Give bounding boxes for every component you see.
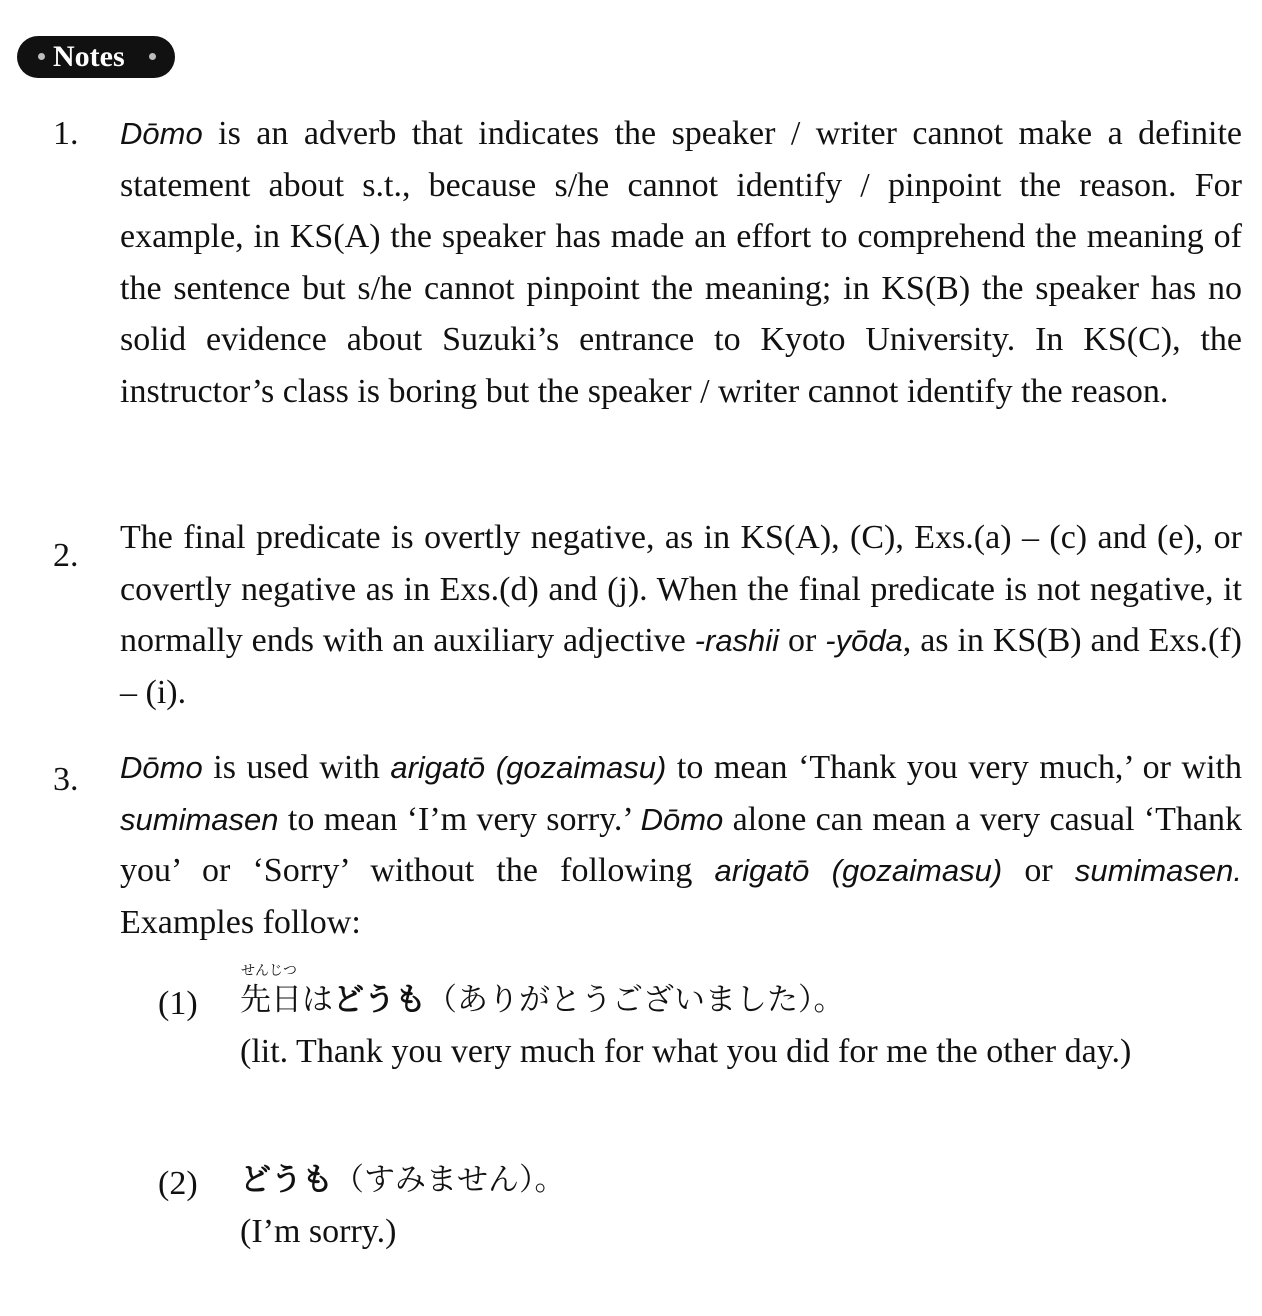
text-run: The final predicate is overtly negative, as in KS(A), (C), Exs.(a) – (c) and (e), or covertly negative as in Exs.(d) and (j). When the final predicate is not negative, it normally ends with an auxiliary adjective bbox=[120, 519, 1242, 659]
romanized-term: Dōmo bbox=[120, 116, 203, 151]
badge-dot-left bbox=[38, 53, 45, 60]
romanized-term: arigatō (gozaimasu) bbox=[714, 853, 1003, 888]
notes-badge bbox=[17, 36, 175, 78]
text-run: is an adverb that indicates the speaker / writer cannot make a definite statement about s.t., because s/he cannot identify / pinpoint the reason. For example, in KS(A) the speaker has made an effort to comprehend the meaning of the sentence but s/he cannot pinpoint the meaning; in KS(B) the speaker has no solid evidence about Suzuki’s entrance to Kyoto University. In KS(C), the instructor’s class is boring but the speaker / writer cannot identify the reason. bbox=[120, 115, 1242, 410]
notes-badge-label: Notes bbox=[53, 40, 125, 73]
badge-dot-right bbox=[149, 53, 156, 60]
text-run: Examples follow: bbox=[120, 903, 361, 941]
note-3-number: 3. bbox=[53, 761, 79, 798]
romanized-term: arigatō (gozaimasu) bbox=[390, 750, 667, 785]
romanized-term: sumimasen. bbox=[1074, 853, 1242, 888]
note-1-text bbox=[120, 108, 1242, 417]
example-1-japanese bbox=[240, 974, 845, 1026]
example-1-translation: (lit. Thank you very much for what you did for me the other day.) bbox=[240, 1033, 1132, 1070]
example-1-ruby: せんじつ bbox=[241, 963, 297, 979]
note-2-text bbox=[120, 512, 1242, 718]
text-run: or bbox=[779, 622, 826, 659]
romanized-term: sumimasen bbox=[120, 801, 279, 837]
text-run: or bbox=[1002, 852, 1075, 889]
example-2-jp-suffix: （すみません）。 bbox=[333, 1162, 566, 1198]
text-run: , as in KS(B) and Exs.(f) – (i). bbox=[120, 622, 1242, 711]
romanized-term: -yōda bbox=[825, 623, 903, 658]
text-run: to mean ‘Thank you very much,’ or with bbox=[666, 749, 1242, 786]
example-2-japanese bbox=[240, 1154, 566, 1206]
note-2-number: 2. bbox=[53, 537, 79, 574]
example-2-translation: (I’m sorry.) bbox=[240, 1213, 397, 1250]
text-run: is used with bbox=[202, 749, 391, 786]
example-1-number: (1) bbox=[158, 985, 198, 1022]
note-3-text bbox=[120, 742, 1242, 948]
example-2-jp-bold: どうも bbox=[240, 1162, 333, 1198]
text-run: alone can mean a very casual ‘Thank you’ or ‘Sorry’ without the following bbox=[120, 800, 1242, 889]
note-1-number: 1. bbox=[53, 115, 79, 152]
romanized-term: Dōmo bbox=[120, 750, 203, 785]
example-1-jp-prefix: 先日は bbox=[240, 982, 333, 1018]
example-1-jp-suffix: （ありがとうございました）。 bbox=[426, 982, 845, 1018]
text-run: to mean ‘I’m very sorry.’ bbox=[278, 800, 641, 838]
romanized-term: -rashii bbox=[694, 623, 780, 658]
example-2-number: (2) bbox=[158, 1165, 198, 1202]
romanized-term: Dōmo bbox=[640, 801, 724, 837]
example-1-jp-bold: どうも bbox=[333, 982, 426, 1018]
